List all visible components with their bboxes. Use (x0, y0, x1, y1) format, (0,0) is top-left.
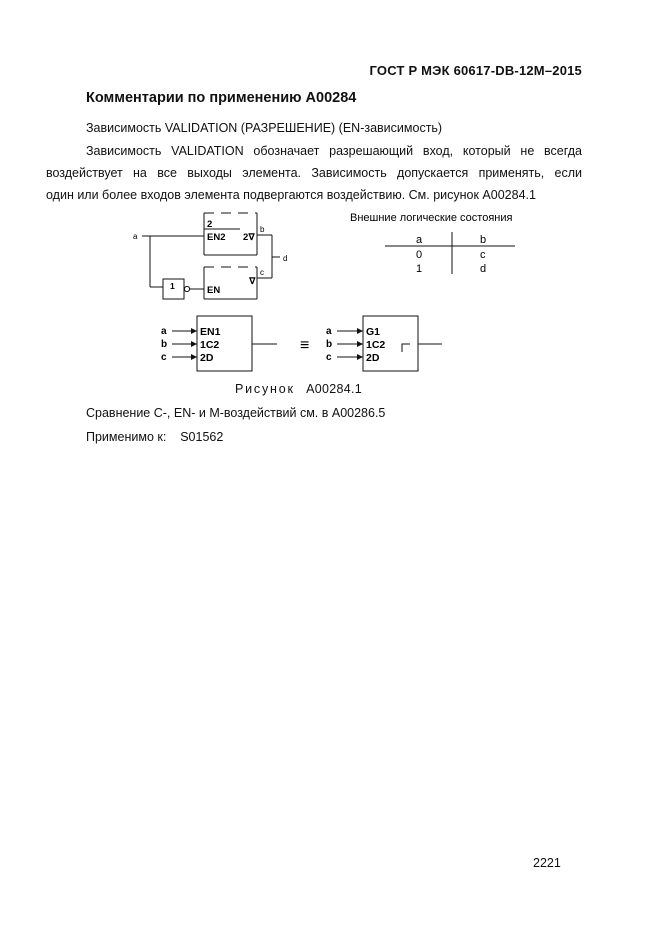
page-number: 2221 (533, 856, 561, 870)
comparison-note: Сравнение С-, EN- и M-воздействий см. в А00286.5 (86, 406, 386, 420)
left-label-2d: 2D (200, 352, 214, 364)
label-output-tri: ∇ (249, 276, 256, 287)
label-en2: EN2 (207, 232, 226, 243)
label-output-2-tri: 2∇ (243, 232, 255, 243)
paragraph-line-2: воздействует на все выходы элемента. Зависимость допускается применять, если (46, 166, 582, 180)
subtitle: Зависимость VALIDATION (РАЗРЕШЕНИЕ) (EN-зависимость) (86, 121, 443, 135)
paragraph-line-3: один или более входов элемента подвергаются воздействию. См. рисунок А00284.1 (46, 188, 536, 202)
left-input-c: c (161, 352, 167, 363)
table-title: Внешние логические состояния (350, 212, 513, 224)
left-label-1c2: 1C2 (200, 339, 220, 351)
table-header-a: a (416, 234, 423, 246)
right-label-1c2: 1C2 (366, 339, 386, 351)
table-header-b: b (480, 234, 487, 246)
table-cell: d (480, 263, 487, 275)
equivalence-symbol: ≡ (300, 337, 310, 354)
inverter-bubble (184, 286, 189, 291)
section-title: Комментарии по применению А00284 (86, 90, 357, 106)
right-input-a: a (326, 326, 332, 337)
right-label-2d: 2D (366, 352, 380, 364)
table-cell: 1 (416, 263, 423, 275)
label-qualifier-2: 2 (207, 219, 213, 230)
label-en: EN (207, 285, 221, 296)
left-input-a: a (161, 326, 167, 337)
paragraph-line-1: Зависимость VALIDATION обозначает разрешающий вход, который не всегда (86, 144, 582, 158)
right-input-b: b (326, 339, 333, 350)
label-node-d: d (283, 254, 288, 263)
left-label-en1: EN1 (200, 326, 221, 338)
applicable-label: Применимо к: (86, 430, 167, 444)
label-input-a: a (133, 232, 138, 241)
document-header: ГОСТ Р МЭК 60617-DB-12M–2015 (369, 63, 582, 78)
right-label-g1: G1 (366, 326, 381, 338)
right-input-c: c (326, 352, 332, 363)
figure-caption-word: Рисунок (235, 382, 295, 396)
applicable-value: S01562 (180, 430, 224, 444)
left-input-b: b (161, 339, 168, 350)
applicable-note (86, 430, 223, 444)
label-node-b: b (260, 225, 265, 234)
table-cell: 0 (416, 249, 423, 261)
figure-caption (235, 382, 362, 396)
table-cell: c (480, 249, 486, 261)
figure-caption-id: А00284.1 (306, 382, 362, 396)
label-inverter-1: 1 (170, 281, 175, 291)
label-node-c: c (260, 268, 264, 277)
figure-a00284-1 (0, 0, 661, 420)
output-symbol (402, 344, 410, 352)
